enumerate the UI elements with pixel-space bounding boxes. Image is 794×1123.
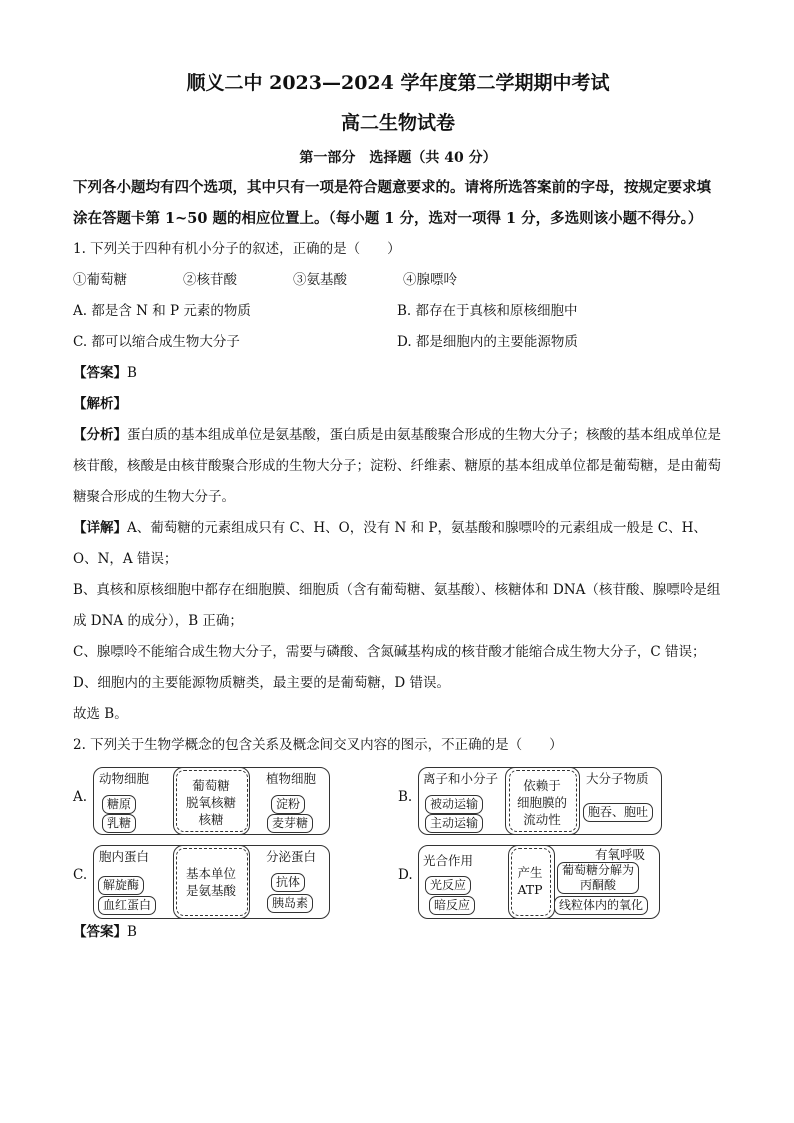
diagram-d-right-item: 线粒体内的氧化 bbox=[554, 896, 648, 915]
diagram-d-right-item: 葡萄糖分解为 丙酮酸 bbox=[557, 862, 639, 894]
q1-stem: 1. 下列关于四种有机小分子的叙述，正确的是（ ） bbox=[73, 241, 401, 257]
q1-option-b: B. 都存在于真核和原核细胞中 bbox=[397, 303, 578, 319]
diagram-d-left-title: 光合作用 bbox=[423, 853, 474, 868]
detail-tag: 【详解】 bbox=[73, 520, 127, 536]
q1-detail-b: B、真核和原核细胞中都存在细胞膜、细胞质（含有葡萄糖、氨基酸）、核糖体和 DNA（核苷酸、腺嘌呤是组成 DNA 的成分），B 正确； bbox=[73, 582, 721, 629]
detail-a-text: A、葡萄糖的元素组成只有 C、H、O，没有 N 和 P，氨基酸和腺嘌呤的元素组成一般是 C、H、O、N，A 错误； bbox=[73, 520, 707, 567]
q2-answer bbox=[73, 917, 723, 948]
q1-fenxi bbox=[73, 420, 723, 513]
exam-page bbox=[73, 68, 723, 948]
q1-option-c: C. 都可以缩合成生物大分子 bbox=[73, 334, 240, 350]
diagram-b-right-title: 大分子物质 bbox=[586, 771, 649, 786]
exam-title: 顺义二中 2023—2024 学年度第二学期期中考试 bbox=[186, 72, 610, 94]
answer-value: B bbox=[127, 924, 137, 940]
answer-tag: 【答案】 bbox=[73, 365, 127, 381]
q1-detail-c: C、腺嘌呤不能缩合成生物大分子，需要与磷酸、含氮碱基构成的核苷酸才能缩合成生物大分子，C 错误； bbox=[73, 644, 706, 660]
diagram-b-right-item: 胞吞、胞吐 bbox=[583, 803, 653, 822]
diagram-c-right-item: 抗体 bbox=[271, 873, 305, 892]
q1-conclusion: 故选 B。 bbox=[73, 706, 128, 722]
q1-item: ③氨基酸 bbox=[293, 272, 347, 288]
diagram-b-left-item: 被动运输 bbox=[425, 795, 483, 814]
instructions: 下列各小题均有四个选项，其中只有一项是符合题意要求的。请将所选答案前的字母，按规定要求填涂在答题卡第 1~50 题的相应位置上。（每小题 1 分，选对一项得 1 分，多选则该小题不得分。） bbox=[73, 179, 711, 227]
q1-item: ①葡萄糖 bbox=[73, 272, 127, 288]
diagram-a-right-title: 植物细胞 bbox=[266, 771, 317, 786]
diagram-d-label: D. bbox=[398, 867, 413, 883]
q2-stem: 2. 下列关于生物学概念的包含关系及概念间交叉内容的图示，不正确的是（ ） bbox=[73, 737, 563, 753]
exam-subtitle: 高二生物试卷 bbox=[340, 112, 455, 134]
q1-option-d: D. 都是细胞内的主要能源物质 bbox=[397, 334, 578, 350]
q1-items bbox=[73, 265, 723, 296]
q1-item: ②核苷酸 bbox=[183, 272, 237, 288]
diagram-a-right-item: 麦芽糖 bbox=[267, 814, 313, 833]
diagram-c-label: C. bbox=[73, 867, 88, 883]
q1-item: ④腺嘌呤 bbox=[403, 272, 457, 288]
q1-answer bbox=[73, 358, 723, 389]
diagram-d-right-title: 有氧呼吸 bbox=[595, 847, 646, 862]
diagram-b-left-item: 主动运输 bbox=[425, 814, 483, 833]
diagram-a-label: A. bbox=[73, 789, 88, 805]
diagram-a-left-item: 乳糖 bbox=[102, 814, 136, 833]
diagram-c-right-title: 分泌蛋白 bbox=[266, 849, 317, 864]
q2-diagram-row-cd bbox=[73, 845, 723, 911]
fenxi-text: 蛋白质的基本组成单位是氨基酸，蛋白质是由氨基酸聚合形成的生物大分子；核酸的基本组成单位是核苷酸，核酸是由核苷酸聚合形成的生物大分子；淀粉、纤维素、糖原的基本组成单位都是葡萄糖，是由葡萄糖聚合形成的生物大分子。 bbox=[73, 427, 721, 505]
q2-diagram-row-ab bbox=[73, 767, 723, 833]
q1-option-a: A. 都是含 N 和 P 元素的物质 bbox=[73, 303, 251, 319]
diagram-b-left-title: 离子和小分子 bbox=[423, 771, 499, 786]
diagram-c-right-item: 胰岛素 bbox=[267, 894, 313, 913]
q1-options-cd bbox=[73, 327, 723, 358]
diagram-c-center: 基本单位 是氨基酸 bbox=[185, 866, 236, 898]
diagram-a-left-title: 动物细胞 bbox=[99, 771, 150, 786]
answer-value: B bbox=[127, 365, 137, 381]
diagram-a-center: 葡萄糖 脱氧核糖 核糖 bbox=[185, 778, 236, 827]
section-heading: 第一部分 选择题（共 40 分） bbox=[299, 150, 497, 166]
diagram-c-left-item: 解旋酶 bbox=[98, 876, 144, 895]
diagram-d-center: 产生 ATP bbox=[517, 865, 543, 897]
diagram-c-left-item: 血红蛋白 bbox=[98, 896, 156, 915]
diagram-b-center: 依赖于 细胞膜的 流动性 bbox=[516, 778, 567, 827]
fenxi-tag: 【分析】 bbox=[73, 427, 127, 443]
q1-detail-d: D、细胞内的主要能源物质糖类，最主要的是葡萄糖，D 错误。 bbox=[73, 675, 450, 691]
analysis-tag: 【解析】 bbox=[73, 396, 127, 412]
diagram-c-left-title: 胞内蛋白 bbox=[99, 849, 150, 864]
q1-options-ab bbox=[73, 296, 723, 327]
diagram-a-right-item: 淀粉 bbox=[271, 795, 305, 814]
diagram-b-label: B. bbox=[398, 789, 413, 805]
diagram-d-left-item: 暗反应 bbox=[429, 896, 475, 915]
diagram-a-left-item: 糖原 bbox=[102, 795, 136, 814]
q1-detail-a bbox=[73, 513, 723, 575]
answer-tag: 【答案】 bbox=[73, 924, 127, 940]
diagram-d-left-item: 光反应 bbox=[425, 876, 471, 895]
